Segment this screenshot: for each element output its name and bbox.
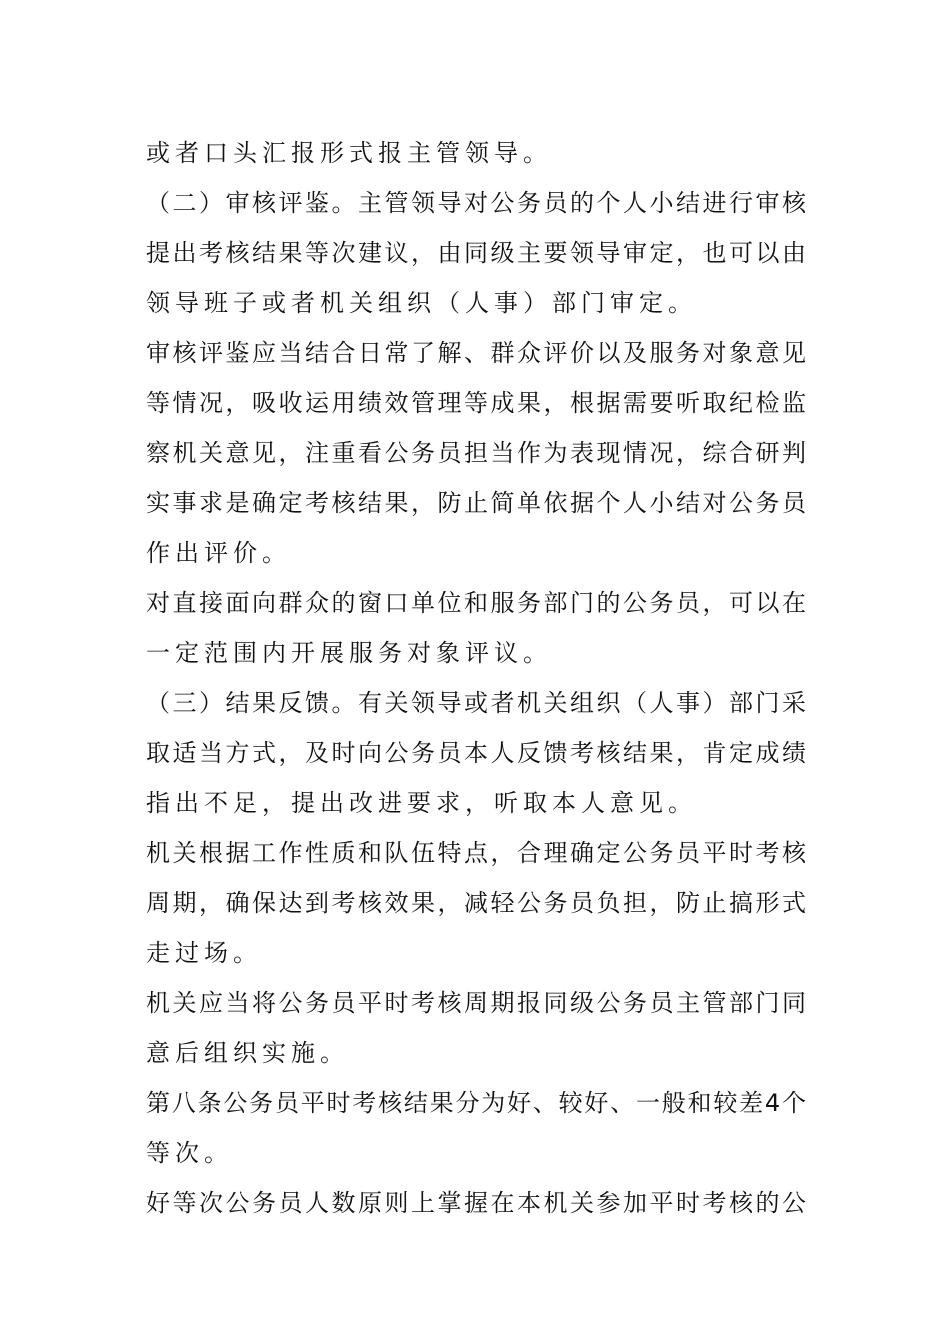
text-line: 机关应当将公务员平时考核周期报同级公务员主管部门同 xyxy=(146,989,806,1017)
text-line: 周期，确保达到考核效果，减轻公务员负担，防止搞形式 xyxy=(146,889,806,917)
document-body xyxy=(146,128,806,1228)
text-line: 等次。 xyxy=(146,1139,233,1167)
text-line: （三）结果反馈。有关领导或者机关组织（人事）部门采 xyxy=(146,689,806,717)
text-line: 意后组织实施。 xyxy=(146,1039,349,1067)
text-line: 一定范围内开展服务对象评议。 xyxy=(146,639,552,667)
text-line: 领导班子或者机关组织（人事）部门审定。 xyxy=(146,289,697,317)
text-line: 取适当方式，及时向公务员本人反馈考核结果，肯定成绩 xyxy=(146,739,806,767)
text-line: 提出考核结果等次建议，由同级主要领导审定，也可以由 xyxy=(146,239,806,267)
text-line: 走过场。 xyxy=(146,939,262,967)
text-line: 等情况，吸收运用绩效管理等成果，根据需要听取纪检监 xyxy=(146,389,806,417)
text-line: 第八条公务员平时考核结果分为好、较好、一般和较差4个 xyxy=(146,1089,806,1117)
text-line: 好等次公务员人数原则上掌握在本机关参加平时考核的公 xyxy=(146,1189,806,1217)
text-line: （二）审核评鉴。主管领导对公务员的个人小结进行审核 xyxy=(146,189,806,217)
text-line: 对直接面向群众的窗口单位和服务部门的公务员，可以在 xyxy=(146,589,806,617)
text-line: 察机关意见，注重看公务员担当作为表现情况，综合研判 xyxy=(146,439,806,467)
text-line: 或者口头汇报形式报主管领导。 xyxy=(146,139,552,167)
text-line: 作出评价。 xyxy=(146,539,291,567)
text-line: 指出不足，提出改进要求，听取本人意见。 xyxy=(146,789,697,817)
text-line: 机关根据工作性质和队伍特点，合理确定公务员平时考核 xyxy=(146,839,806,867)
text-line: 实事求是确定考核结果，防止简单依据个人小结对公务员 xyxy=(146,489,806,517)
text-line: 审核评鉴应当结合日常了解、群众评价以及服务对象意见 xyxy=(146,339,806,367)
